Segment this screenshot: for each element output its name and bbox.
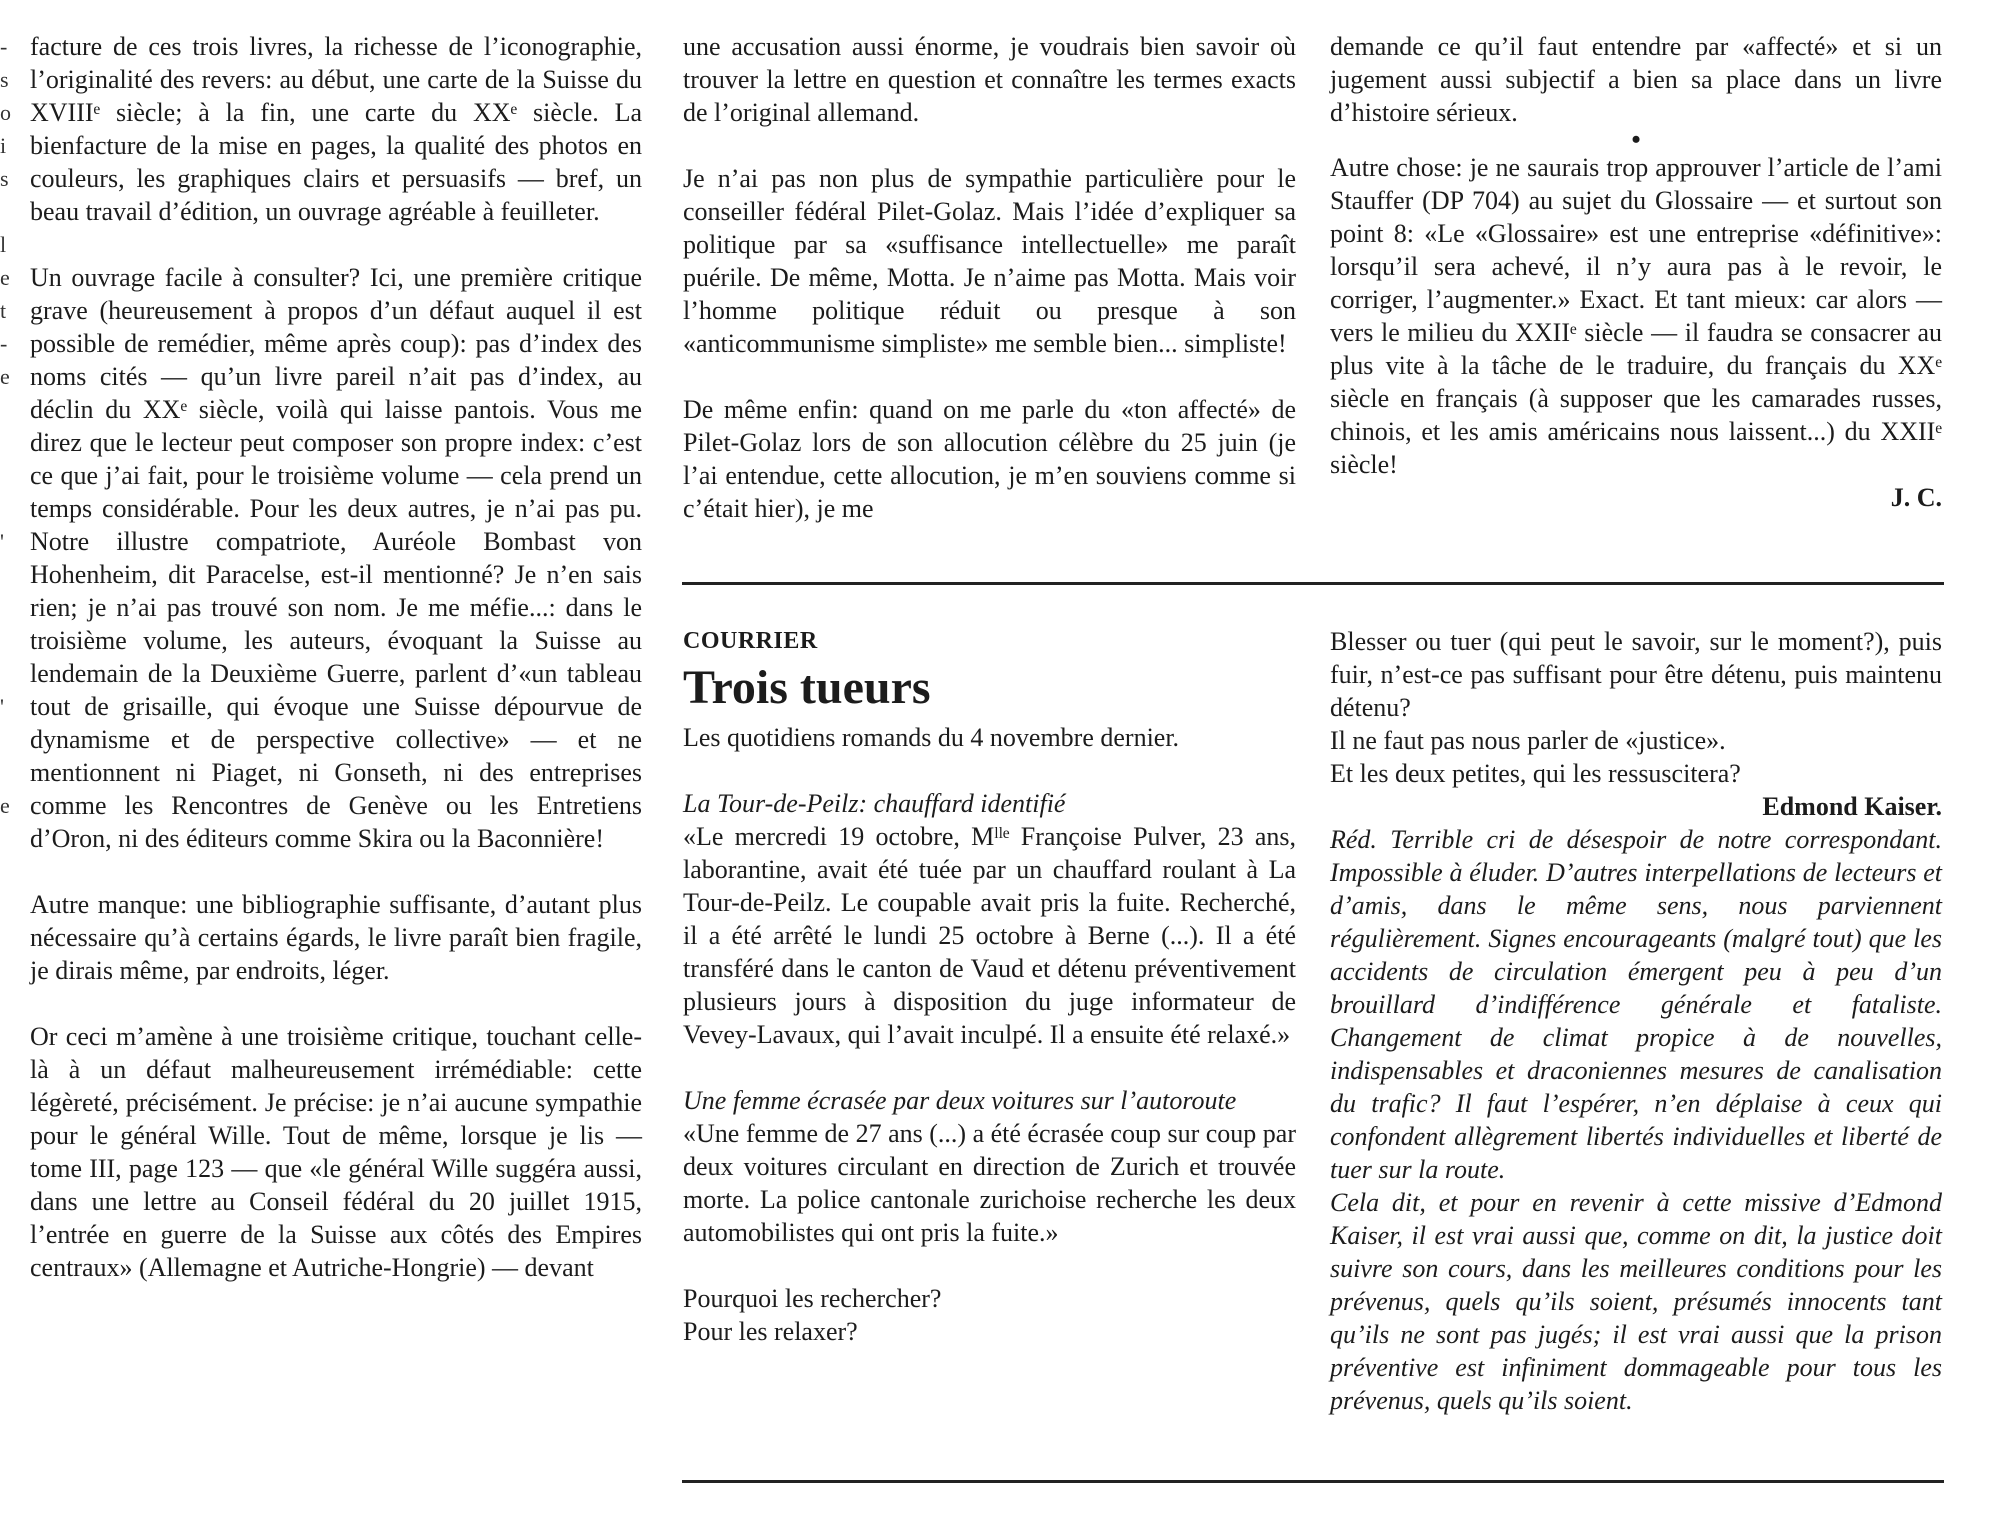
margin-fragment bbox=[0, 657, 14, 690]
section-bullet: • bbox=[1631, 125, 1641, 154]
editorial-note-2: Cela dit, et pour en revenir à cette missive d’Edmond Kaiser, il est vrai aussi que, comme on dit, la justice doit suivre son cours, dans les meilleures conditions pour les prévenus, quels qu’ils soient, présumés innocents tant qu’ils ne sont pas jugés; il est vrai aussi que la prison préventive est infiniment dommageable pour tous les prévenus, quels qu’ils soient. bbox=[1330, 1188, 1942, 1415]
col2-paragraph-3: De même enfin: quand on me parle du «ton affecté» de Pilet-Golaz lors de son allocution célèbre du 25 juin (je l’ai entendue, cette allocution, je m’en souviens comme si c’était hier), je me bbox=[683, 395, 1296, 523]
col2-paragraph-1: une accusation aussi énorme, je voudrais bien savoir où trouver la lettre en question et connaître les termes exacts de l’original allemand. bbox=[683, 32, 1296, 127]
margin-fragment: i bbox=[0, 133, 7, 158]
section-divider-bottom bbox=[682, 1480, 1944, 1483]
col1-paragraph-4: Or ceci m’amène à une troisième critique, touchant celle-là à un défaut malheureusement irrémédiable: cette légèreté, précisément. Je précise: je n’ai aucune sympathie pour le général Wille. Tout de même, lorsque je lis — tome III, page 123 — que «le général Wille suggéra aussi, dans une lettre au Conseil fédéral du 20 juillet 1915, l’entrée en guerre de la Suisse aux côtés des Empires centraux» (Allemagne et Autriche-Hongrie) — devant bbox=[30, 1022, 642, 1282]
margin-fragment bbox=[0, 195, 14, 228]
col2-paragraph-2: Je n’ai pas non plus de sympathie particulière pour le conseiller fédéral Pilet-Golaz. Mais l’idée d’expliquer sa politique par sa «suffisance intellectuelle» me paraît puérile. De même, Motta. Je n’aime pas Motta. Mais voir l’homme politique réduit ou presque à son «anticommunisme simpliste» me semble bien... simpliste! bbox=[683, 164, 1296, 358]
article-headline: Trois tueurs bbox=[683, 661, 931, 714]
margin-fragment bbox=[0, 591, 14, 624]
signature-jc: J. C. bbox=[1890, 483, 1942, 512]
col3-paragraph-1: demande ce qu’il faut entendre par «affecté» et si un jugement aussi subjectif a bien sa place dans un livre d’histoire sérieux. bbox=[1330, 32, 1942, 127]
margin-fragment: e bbox=[0, 364, 10, 389]
margin-fragment bbox=[0, 723, 14, 756]
courrier-column-left bbox=[683, 625, 1296, 1348]
margin-fragment bbox=[0, 822, 14, 855]
margin-fragment bbox=[0, 393, 14, 426]
signature-edmond-kaiser: Edmond Kaiser. bbox=[1762, 792, 1942, 821]
column-3-top bbox=[1330, 30, 1942, 514]
subhead-tour-de-peilz: La Tour-de-Peilz: chauffard identifié bbox=[683, 789, 1066, 818]
margin-fragment: t bbox=[0, 298, 7, 323]
margin-fragment bbox=[0, 426, 14, 459]
margin-fragment: s bbox=[0, 67, 9, 92]
subhead-autoroute: Une femme écrasée par deux voitures sur l’autoroute bbox=[683, 1086, 1237, 1115]
margin-fragment: e bbox=[0, 793, 10, 818]
margin-fragment: l bbox=[0, 232, 7, 257]
margin-fragment: - bbox=[0, 34, 8, 59]
margin-fragment: - bbox=[0, 331, 8, 356]
col1-paragraph-1: facture de ces trois livres, la richesse de l’iconographie, l’originalité des revers: au début, une carte de la Suisse du XVIIIᵉ siècle; à la fin, une carte du XXᵉ siècle. La bienfacture de la mise en pages, la qualité des photos en couleurs, les graphiques clairs et persuasifs — bref, un beau travail d’édition, un ouvrage agréable à feuilleter. bbox=[30, 32, 642, 226]
col1-paragraph-3: Autre manque: une bibliographie suffisante, d’autant plus nécessaire qu’à certains égards, le livre paraît bien fragile, je dirais même, par endroits, léger. bbox=[30, 890, 642, 985]
section-kicker: COURRIER bbox=[683, 628, 818, 654]
cropped-margin-text bbox=[0, 30, 14, 855]
margin-fragment bbox=[0, 558, 14, 591]
margin-fragment: o bbox=[0, 100, 11, 125]
quote-tour-de-peilz: «Le mercredi 19 octobre, Mˡˡᵉ Françoise Pulver, 23 ans, laborantine, avait été tuée par un chauffard roulant à La Tour-de-Peilz. Le coupable avait pris la fuite. Recherché, il a été arrêté le lundi 25 octobre à Berne (...). Il a été transféré dans le canton de Vaud et détenu préventivement plusieurs jours à disposition du juge informateur de Vevey-Lavaux, qui l’avait inculpé. Il a ensuite été relaxé.» bbox=[683, 822, 1296, 1049]
reply-line-1: Blesser ou tuer (qui peut le savoir, sur le moment?), puis fuir, n’est-ce pas suffisant pour être détenu, puis maintenu détenu? bbox=[1330, 627, 1942, 722]
margin-fragment bbox=[0, 459, 14, 492]
article-lede: Les quotidiens romands du 4 novembre dernier. bbox=[683, 723, 1180, 752]
margin-fragment: ' bbox=[0, 529, 4, 554]
quote-autoroute: «Une femme de 27 ans (...) a été écrasée coup sur coup par deux voitures circulant en direction de Zurich et trouvée morte. La police cantonale zurichoise recherche les deux automobilistes qui ont pris la fuite.» bbox=[683, 1119, 1296, 1247]
reply-line-2: Il ne faut pas nous parler de «justice». bbox=[1330, 726, 1726, 755]
margin-fragment: ' bbox=[0, 694, 4, 719]
col3-paragraph-2: Autre chose: je ne saurais trop approuver l’article de l’ami Stauffer (DP 704) au sujet du Glossaire — et surtout son point 8: «Le «Glossaire» est une entreprise «définitive»: lorsqu’il sera achevé, il n’y aura pas à le revoir, le corriger, l’augmenter.» Exact. Et tant mieux: car alors — vers le milieu du XXIIᵉ siècle — il faudra se consacrer au plus vite à la tâche de le traduire, du français du XXᵉ siècle en français (à supposer que les camarades russes, chinois, et les amis américains nous laissent...) du XXIIᵉ siècle! bbox=[1330, 153, 1942, 479]
margin-fragment: s bbox=[0, 166, 9, 191]
col1-paragraph-2: Un ouvrage facile à consulter? Ici, une première critique grave (heureusement à propos d’un défaut auquel il est possible de remédier, même après coup): pas d’index des noms cités — qu’un livre pareil n’ait pas d’index, au déclin du XXᵉ siècle, voilà qui laisse pantois. Vous me direz que le lecteur peut composer son propre index: c’est ce que j’ai fait, pour le troisième volume — cela prend un temps considérable. Pour les deux autres, je n’ai pas pu. Notre illustre compatriote, Auréole Bombast von Hohenheim, dit Paracelse, est-il mentionné? Je n’en sais rien; je n’ai pas trouvé son nom. Je me méfie...: dans le troisième volume, les auteurs, évoquant la Suisse au lendemain de la Deuxième Guerre, parlent d’«un tableau tout de grisaille, qui évoque une Suisse dépourvue de dynamisme et de perspective collective» — et ne mentionnent ni Piaget, ni Gonseth, ni des entreprises comme les Rencontres de Genève ou les Entretiens d’Oron, ni des éditeurs comme Skira ou la Baconnière! bbox=[30, 263, 642, 853]
column-1 bbox=[30, 30, 642, 1284]
editorial-note-1: Réd. Terrible cri de désespoir de notre correspondant. Impossible à éluder. D’autres interpellations de lecteurs et d’amis, dans le même sens, nous parviennent régulièrement. Signes encourageants (malgré tout) que les accidents de circulation émergent peu à peu d’un brouillard d’indifférence générale et fataliste. Changement de climat propice à de nouvelles, indispensables et draconiennes mesures de canalisation du trafic? Il faut l’espérer, n’en déplaise à ceux qui confondent allègrement libertés individuelles et liberté de tuer sur la route. bbox=[1330, 825, 1942, 1184]
margin-fragment bbox=[0, 756, 14, 789]
reply-line-3: Et les deux petites, qui les ressuscitera? bbox=[1330, 759, 1741, 788]
question-1: Pourquoi les rechercher? bbox=[683, 1284, 942, 1313]
margin-fragment bbox=[0, 492, 14, 525]
margin-fragment bbox=[0, 624, 14, 657]
courrier-column-right bbox=[1330, 625, 1942, 1417]
margin-fragment: e bbox=[0, 265, 10, 290]
question-2: Pour les relaxer? bbox=[683, 1317, 858, 1346]
column-2-top bbox=[683, 30, 1296, 525]
section-divider-top bbox=[682, 582, 1944, 585]
